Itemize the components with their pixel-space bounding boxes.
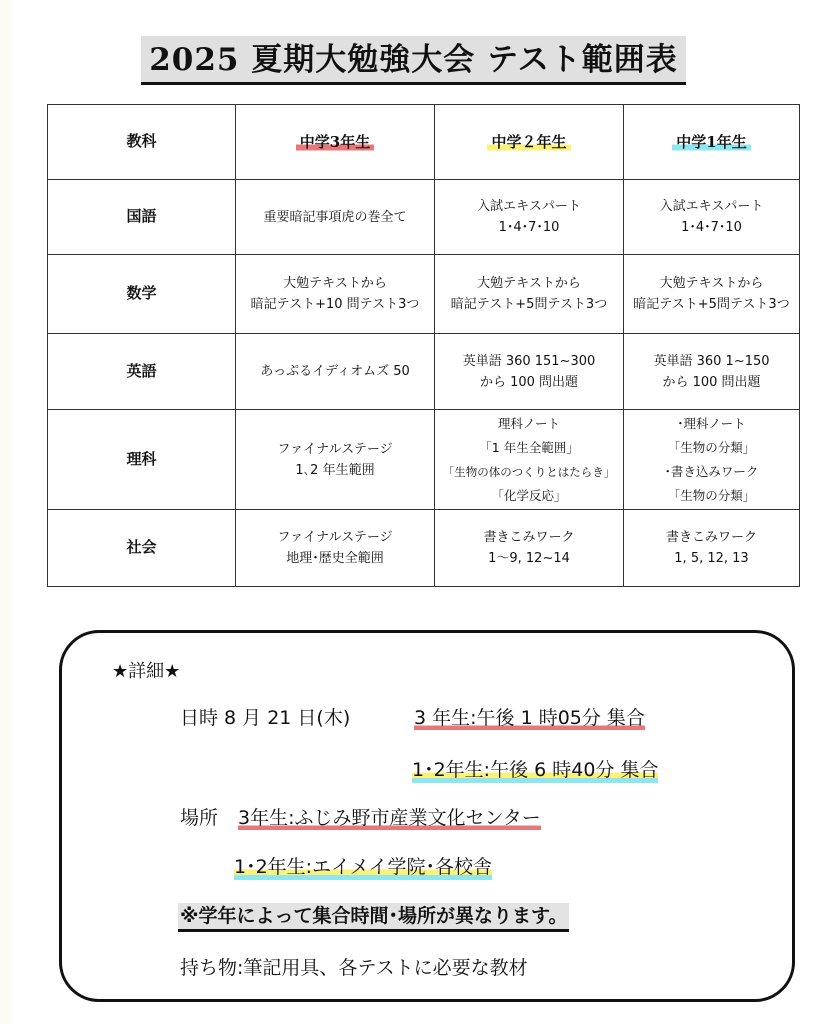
- header-grade1: [624, 105, 800, 180]
- subject-cell: 英語: [48, 334, 236, 410]
- g1-cell: ･理科ノート 「生物の分類」 ･書き込みワーク 「生物の分類」: [624, 410, 800, 510]
- g1-cell: 入試エキスパート 1･4･7･10: [624, 180, 800, 255]
- table-row-rika: [48, 410, 800, 510]
- g1-cell: 英単語 360 1~150 から 100 問出題: [624, 334, 800, 410]
- subject-cell: 社会: [48, 510, 236, 587]
- g3-cell: 重要暗記事項虎の巻全て: [236, 180, 435, 255]
- g2-cell: 書きこみワーク 1～9, 12~14: [435, 510, 624, 587]
- g3-cell: あっぷるイディオムズ 50: [236, 334, 435, 410]
- title-wrap: [12, 36, 815, 85]
- date-label: 日時 8 月 21 日(木): [180, 707, 351, 729]
- table-row-shakai: [48, 510, 800, 587]
- table-header-row: [48, 105, 800, 180]
- subject-cell: 理科: [48, 410, 236, 510]
- g2-cell: 大勉テキストから 暗記テスト+5問テスト3つ: [435, 255, 624, 334]
- grade2-label: 中学２年生: [487, 131, 570, 153]
- g3-cell: 大勉テキストから 暗記テスト+10 問テスト3つ: [236, 255, 435, 334]
- place-grade12: 1･2年生:エイメイ学院･各校舎: [234, 856, 493, 878]
- important-note: ※学年によって集合時間･場所が異なります。: [178, 903, 569, 932]
- table-row-kokugo: [48, 180, 800, 255]
- header-grade3: [236, 105, 435, 180]
- test-range-table: [47, 104, 800, 587]
- g2-cell: 英単語 360 151~300 から 100 問出題: [435, 334, 624, 410]
- g2-cell: 理科ノート 「1 年生全範囲」 「生物の体のつくりとはたらき」 「化学反応」: [435, 410, 624, 510]
- g1-cell: 書きこみワーク 1, 5, 12, 13: [624, 510, 800, 587]
- details-heading: ★詳細★: [112, 661, 181, 682]
- g1-cell: 大勉テキストから 暗記テスト+5問テスト3つ: [624, 255, 800, 334]
- g2-cell: 入試エキスパート 1･4･7･10: [435, 180, 624, 255]
- grade1-label: 中学1年生: [672, 131, 750, 153]
- time-grade12: 1･2年生:午後 6 時40分 集合: [412, 759, 659, 781]
- g3-cell: ファイナルステージ 地理･歴史全範囲: [236, 510, 435, 587]
- table-row-sugaku: [48, 255, 800, 334]
- subject-cell: 数学: [48, 255, 236, 334]
- page-title: 2025 夏期大勉強大会 テスト範囲表: [141, 36, 686, 85]
- subject-cell: 国語: [48, 180, 236, 255]
- time-grade3: 3 年生:午後 1 時05分 集合: [414, 707, 645, 729]
- place-grade3: 3年生:ふじみ野市産業文化センター: [238, 807, 541, 829]
- grade3-label: 中学3年生: [296, 131, 374, 153]
- header-subject: 教科: [48, 105, 236, 180]
- g3-cell: ファイナルステージ 1､2 年生範囲: [236, 410, 435, 510]
- details-box: [59, 630, 795, 1002]
- place-label: 場所: [180, 807, 219, 829]
- belongings: 持ち物:筆記用具、各テストに必要な教材: [180, 957, 528, 979]
- header-grade2: [435, 105, 624, 180]
- flyer-page: [12, 0, 815, 1024]
- table-row-eigo: [48, 334, 800, 410]
